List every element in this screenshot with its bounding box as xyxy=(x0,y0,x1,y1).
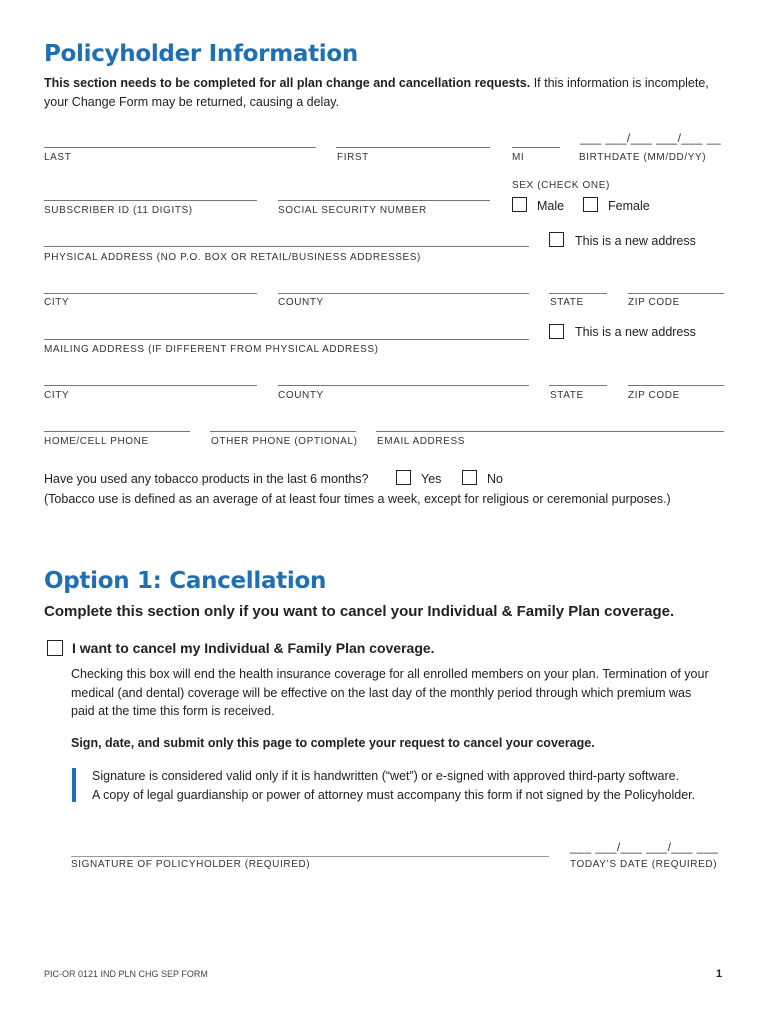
cancel-explanation xyxy=(71,665,741,721)
tobacco-yes-checkbox[interactable] xyxy=(396,470,411,485)
mailing-address-field[interactable] xyxy=(44,339,529,340)
ssn-label: SOCIAL SECURITY NUMBER xyxy=(278,205,427,216)
intro-rest: If this information is incomplete, xyxy=(530,76,709,90)
tobacco-no-label: No xyxy=(487,472,503,486)
form-id: PIC-OR 0121 IND PLN CHG SEP FORM xyxy=(44,969,208,979)
first-name-field[interactable] xyxy=(336,147,490,148)
state-field-mailing[interactable] xyxy=(549,385,607,386)
today-date-label: TODAY’S DATE (REQUIRED) xyxy=(570,859,718,870)
birthdate-field[interactable]: ___ ___/___ ___/___ __ xyxy=(580,131,722,145)
signature-note-line2: A copy of legal guardianship or power of attorney must accompany this form if not signed by the Policyholder. xyxy=(92,788,696,802)
signature-note-line1: Signature is considered valid only if it is handwritten (“wet”) or e-signed with approved third-party software. xyxy=(92,769,680,783)
cancel-explanation-line3: paid at the time this form is received. xyxy=(71,704,275,718)
cancel-explanation-line1: Checking this box will end the health insurance coverage for all enrolled members on your plan. Termination of your xyxy=(71,667,709,681)
other-phone-field[interactable] xyxy=(210,431,356,432)
city-label-physical: CITY xyxy=(44,297,70,308)
birthdate-label: BIRTHDATE (MM/DD/YY) xyxy=(579,152,707,163)
mailing-address-label: MAILING ADDRESS (IF DIFFERENT FROM PHYSICAL ADDRESS) xyxy=(44,344,379,355)
county-label-mailing: COUNTY xyxy=(278,390,324,401)
tobacco-question: Have you used any tobacco products in the last 6 months? xyxy=(44,472,369,486)
email-field[interactable] xyxy=(376,431,724,432)
new-address-checkbox-physical[interactable] xyxy=(549,232,564,247)
tobacco-no-checkbox[interactable] xyxy=(462,470,477,485)
option1-title: Option 1: Cancellation xyxy=(44,568,327,594)
mi-field[interactable] xyxy=(512,147,560,148)
tobacco-note: (Tobacco use is defined as an average of at least four times a week, except for religious or ceremonial purposes.) xyxy=(44,492,671,506)
tobacco-yes-label: Yes xyxy=(421,472,442,486)
new-address-label-physical: This is a new address xyxy=(575,234,696,248)
city-field-mailing[interactable] xyxy=(44,385,257,386)
email-label: EMAIL ADDRESS xyxy=(377,436,466,447)
zip-field-physical[interactable] xyxy=(628,293,724,294)
home-phone-label: HOME/CELL PHONE xyxy=(44,436,149,447)
county-field-physical[interactable] xyxy=(278,293,529,294)
physical-address-field[interactable] xyxy=(44,246,529,247)
state-field-physical[interactable] xyxy=(549,293,607,294)
intro-bold: This section needs to be completed for all plan change and cancellation requests. xyxy=(44,76,531,90)
county-field-mailing[interactable] xyxy=(278,385,529,386)
female-checkbox[interactable] xyxy=(583,197,598,212)
zip-field-mailing[interactable] xyxy=(628,385,724,386)
ssn-field[interactable] xyxy=(278,200,490,201)
zip-label-physical: ZIP CODE xyxy=(628,297,680,308)
home-phone-field[interactable] xyxy=(44,431,190,432)
other-phone-label: OTHER PHONE (OPTIONAL) xyxy=(211,436,358,447)
city-field-physical[interactable] xyxy=(44,293,257,294)
accent-bar xyxy=(72,768,76,802)
subscriber-id-label: SUBSCRIBER ID (11 DIGITS) xyxy=(44,205,193,216)
state-label-physical: STATE xyxy=(550,297,584,308)
cancel-coverage-checkbox[interactable] xyxy=(47,640,63,656)
signature-field[interactable] xyxy=(71,856,549,857)
last-label: LAST xyxy=(44,152,72,163)
zip-label-mailing: ZIP CODE xyxy=(628,390,680,401)
signature-label: SIGNATURE OF POLICYHOLDER (REQUIRED) xyxy=(71,859,311,870)
female-label: Female xyxy=(608,199,650,213)
sex-label: SEX (CHECK ONE) xyxy=(512,180,610,191)
first-label: FIRST xyxy=(337,152,369,163)
policyholder-title: Policyholder Information xyxy=(44,41,358,67)
page-number: 1 xyxy=(716,968,723,980)
state-label-mailing: STATE xyxy=(550,390,584,401)
city-label-mailing: CITY xyxy=(44,390,70,401)
last-name-field[interactable] xyxy=(44,147,316,148)
intro-line2: your Change Form may be returned, causing a delay. xyxy=(44,95,340,109)
option1-subtitle: Complete this section only if you want to cancel your Individual & Family Plan coverage. xyxy=(44,603,675,620)
male-checkbox[interactable] xyxy=(512,197,527,212)
physical-address-label: PHYSICAL ADDRESS (NO P.O. BOX OR RETAIL/BUSINESS ADDRESSES) xyxy=(44,252,421,263)
male-label: Male xyxy=(537,199,565,213)
today-date-field[interactable]: ___ ___/___ ___/___ ___ xyxy=(570,840,719,854)
new-address-label-mailing: This is a new address xyxy=(575,325,696,339)
signature-note xyxy=(92,767,695,805)
new-address-checkbox-mailing[interactable] xyxy=(549,324,564,339)
subscriber-id-field[interactable] xyxy=(44,200,257,201)
mi-label: MI xyxy=(512,152,525,163)
cancel-explanation-line2: medical (and dental) coverage will be effective on the last day of the monthly period through which premium was xyxy=(71,685,692,700)
sign-instruction: Sign, date, and submit only this page to complete your request to cancel your coverage. xyxy=(71,736,595,750)
policyholder-intro xyxy=(44,74,734,112)
county-label-physical: COUNTY xyxy=(278,297,324,308)
cancel-coverage-label: I want to cancel my Individual & Family Plan coverage. xyxy=(72,640,435,656)
